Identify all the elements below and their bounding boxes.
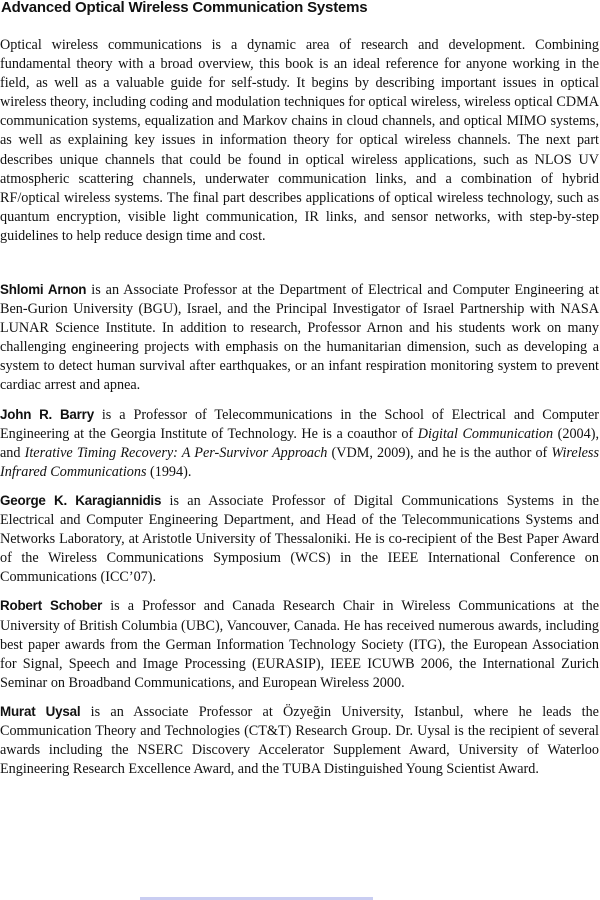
author-bio-text: is an Associate Professor at Özyeğin University, Istanbul, where he leads the Communication Theory and Technologies (CT&T) Research Group. Dr. Uysal is the recipient of several awards including the NSERC Discovery Accelerator Supplement Award, University of Waterloo Engineering Research Excellence Award, and the TUBA Distinguished Young Scientist Award.: [0, 703, 599, 778]
author-bio-text: is a Professor and Canada Research Chair in Wireless Communications at the University of British Columbia (UBC), Vancouver, Canada. He has received numerous awards, including best paper awards from the German Information Technology Society (ITG), the European Association for Signal, Speech and Image Processing (EURASIP), IEEE ICUWB 2006, the International Zurich Seminar on Broadband Communications, and European Wireless 2000.: [0, 598, 599, 691]
author-bios: [0, 280, 599, 788]
author-bio-text: is an Associate Professor of Digital Communications Systems in the Electrical and Computer Engineering Department, and Head of the Telecommunications Systems and Networks Laboratory, at Aristotle University of Thessaloniki. He is co-recipient of the Best Paper Award of the Wireless Communications Symposium (WCS) in the IEEE International Conference on Communications (ICC’07).: [0, 492, 599, 586]
book-title-italic: Iterative Timing Recovery: A Per-Survivor Approach: [24, 444, 328, 461]
author-bio-text: is an Associate Professor at the Department of Electrical and Computer Engineering at Ben-Gurion University (BGU), Israel, and the Principal Investigator of Israel Partnership with NASA LUNAR Science Institute. In addition to research, Professor Arnon and his students work on many challenging engineering projects with emphasis on the humanitarian dimension, such as developing a system to detect human survival after earthquakes, or an infant respiration monitoring system to prevent cardiac arrest and apnea.: [0, 282, 599, 394]
author-bio-text: (VDM, 2009), and he is the author of: [327, 444, 552, 461]
book-title-italic: Digital Communication: [417, 425, 554, 442]
author-bio-uysal: [0, 702, 599, 779]
author-bio-barry: [0, 405, 599, 482]
author-bio-text: is a Professor of Telecommunications in the School of Electrical and Computer Engineering at the Georgia Institute of Technology. He is a coauthor of: [0, 406, 599, 442]
author-bio-arnon: [0, 280, 599, 396]
author-name: George K. Karagiannidis: [0, 492, 162, 508]
author-name: Shlomi Arnon: [0, 282, 87, 297]
author-bio-text: (1994).: [146, 463, 192, 480]
book-description: Optical wireless communications is a dynamic area of research and development. Combining fundamental theory with a broad overview, this book is an ideal reference for anyone working in the field, as well as a valuable guide for self-study. It begins by describing important issues in optical wireless theory, including coding and modulation techniques for optical wireless, wireless optical CDMA communication systems, equalization and Markov chains in cloud channels, and optical MIMO systems, as well as explaining key issues in information theory for optical wireless channels. The next part describes unique channels that could be found in optical wireless applications, such as NLOS UV atmospheric scattering channels, underwater communication links, and a combination of hybrid RF/optical wireless systems. The final part describes applications of optical wireless technology, such as quantum encryption, visible light communication, IR links, and sensor networks, with step-by-step guidelines to help reduce design time and cost.: [0, 37, 599, 244]
author-name: Murat Uysal: [0, 703, 81, 719]
author-bio-karagiannidis: [0, 491, 599, 587]
book-title-italic: Wireless Infrared Communications: [0, 444, 599, 480]
author-bio-schober: [0, 596, 599, 692]
author-name: John R. Barry: [0, 406, 94, 422]
book-title: Advanced Optical Wireless Communication Systems: [1, 0, 368, 16]
author-name: Robert Schober: [0, 598, 103, 614]
author-bio-text: (2004), and: [0, 425, 599, 461]
